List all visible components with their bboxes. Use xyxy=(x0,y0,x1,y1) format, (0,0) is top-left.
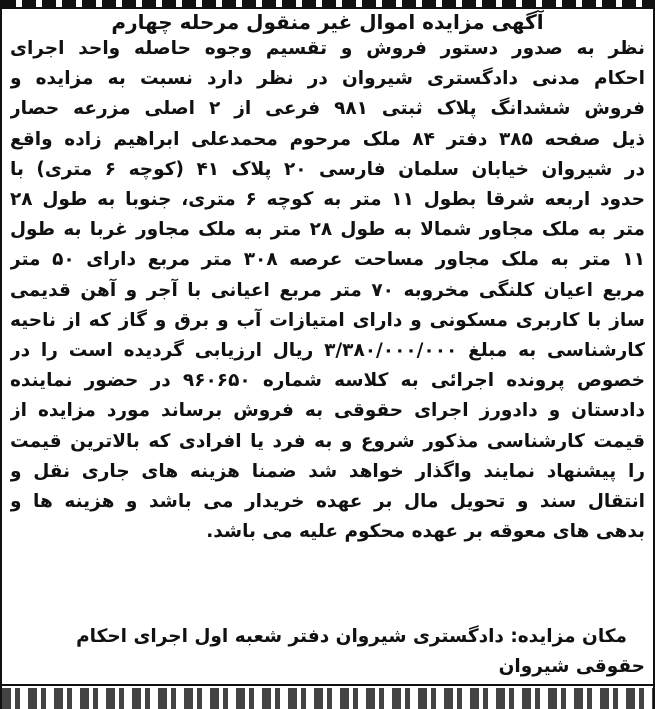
body-line: مربع اعیان کلنگی مخروبه ۷۰ متر مربع اعیانی با آجر و آهن قدیمی xyxy=(10,279,645,301)
body-line: خصوص پرونده اجرائی به کلاسه شماره ۹۶۰۶۵۰ در حضور نماینده xyxy=(10,370,645,392)
body-line: کارشناسی به مبلغ ۳/۳۸۰/۰۰۰/۰۰۰ ریال ارزیابی گردیده است را در xyxy=(10,340,645,362)
notice-body xyxy=(10,34,645,547)
body-line: در شیروان خیابان سلمان فارسی ۲۰ پلاک ۴۱ (کوچه ۶ متری) با xyxy=(10,158,645,180)
location-continued: حقوقی شیروان xyxy=(498,656,645,677)
body-line: ذیل صفحه ۳۸۵ دفتر ۸۴ ملک مرحوم محمدعلی ابراهیم زاده واقع xyxy=(10,128,645,150)
body-line: احکام مدنی دادگستری شیروان در نظر دارد نسبت به مزایده و xyxy=(10,68,645,90)
body-line: انتقال سند و تحویل مال بر عهده خریدار می باشد و هزینه ها و xyxy=(10,491,645,513)
auction-location xyxy=(10,622,645,682)
bottom-border xyxy=(2,684,653,686)
location-label: مکان مزایده: دادگستری شیروان دفتر شعبه اول اجرای احکام xyxy=(76,626,627,647)
body-line: ساز با کاربری مسکونی و دارای امتیازات آب و برق و گاز که از ناحیه xyxy=(10,309,645,331)
body-line: حدود اربعه شرقا بطول ۱۱ متر به کوچه ۶ متری، جنوبا به طول ۲۸ xyxy=(10,189,645,211)
notice-title: آگهی مزایده اموال غیر منقول مرحله چهارم xyxy=(111,10,544,34)
body-line: ۱۱ متر به ملک مجاور مساحت عرصه ۳۰۸ متر مربع دارای ۵۰ متر xyxy=(10,249,645,271)
top-border xyxy=(2,0,653,9)
cut-off-next-line xyxy=(2,688,653,709)
body-line: فروش ششدانگ پلاک ثبتی ۹۸۱ فرعی از ۲ اصلی مزرعه حصار xyxy=(10,98,645,120)
body-line: متر به ملک مجاور شمالا به طول ۲۸ متر به ملک مجاور غربا به طول xyxy=(10,219,645,241)
body-line: دادستان و دادورز اجرای حقوقی به فروش برساند مورد مزایده از xyxy=(10,400,645,422)
body-line: بدهی های معوقه بر عهده محکوم علیه می باشد. xyxy=(206,521,645,543)
body-line: را پیشنهاد نمایند واگذار خواهد شد ضمنا هزینه های جاری نقل و xyxy=(10,460,645,482)
body-line: قیمت کارشناسی مذکور شروع و به فرد یا افرادی که بالاترین قیمت xyxy=(10,430,645,452)
body-line: نظر به صدور دستور فروش و تقسیم وجوه حاصله واحد اجرای xyxy=(10,38,645,59)
